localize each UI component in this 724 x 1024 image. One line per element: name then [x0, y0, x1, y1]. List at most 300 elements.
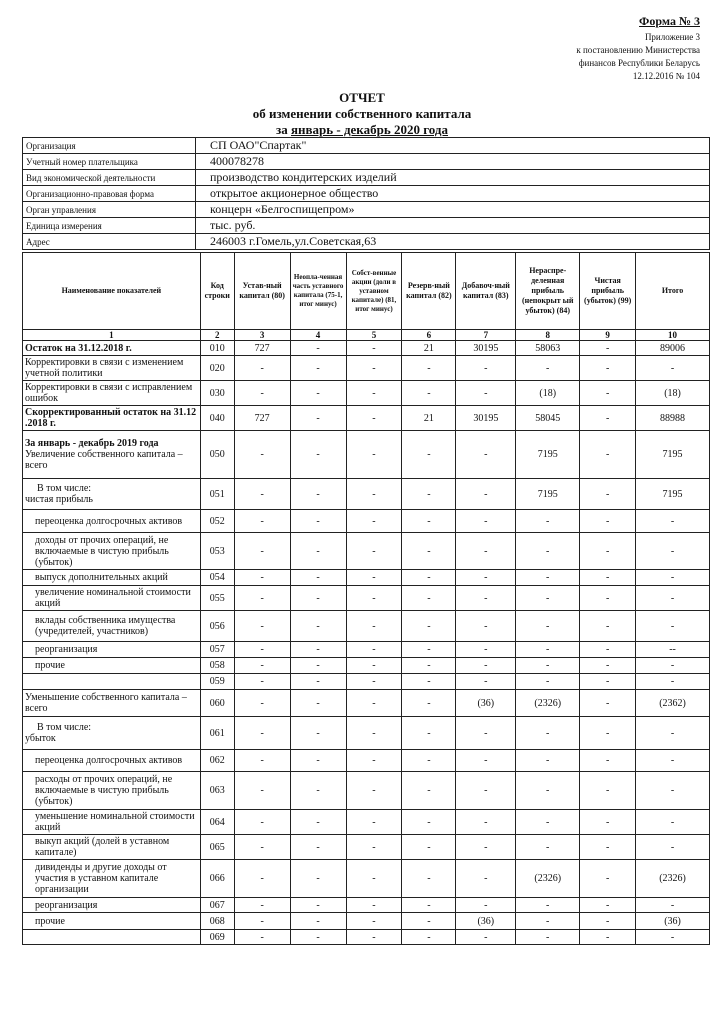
row-name: прочие: [23, 913, 201, 930]
row-value: -: [580, 690, 636, 717]
row-code: 067: [200, 898, 234, 913]
row-value: -: [346, 658, 402, 674]
row-value: -: [580, 674, 636, 690]
row-value: -: [234, 930, 290, 945]
row-value: -: [456, 898, 516, 913]
row-name-heading: В том числе:: [37, 483, 92, 494]
row-name: Остаток на 31.12.2018 г.: [23, 341, 201, 356]
row-value: -: [346, 570, 402, 586]
row-value: -: [346, 898, 402, 913]
table-row: [23, 930, 710, 945]
row-value: -: [456, 533, 516, 570]
row-value: -: [290, 913, 346, 930]
row-name: переоценка долгосрочных активов: [23, 750, 201, 772]
row-value: -: [456, 930, 516, 945]
table-row: [23, 642, 710, 658]
row-value: -: [234, 658, 290, 674]
row-value: -: [346, 341, 402, 356]
row-value: -: [346, 479, 402, 510]
row-value: -: [456, 479, 516, 510]
row-code: 056: [200, 611, 234, 642]
row-value: -: [580, 341, 636, 356]
row-value: -: [456, 381, 516, 406]
info-value: СП ОАО"Спартак": [196, 138, 710, 154]
row-name: [23, 431, 201, 479]
row-value: -: [456, 750, 516, 772]
info-row: [23, 170, 710, 186]
row-value: -: [346, 611, 402, 642]
column-header: Резерв-ный капитал (82): [402, 253, 456, 330]
row-value: -: [456, 772, 516, 810]
row-value: -: [234, 356, 290, 381]
row-value: -: [516, 533, 580, 570]
row-value: -: [290, 772, 346, 810]
row-value: (18): [516, 381, 580, 406]
row-value: -: [346, 510, 402, 533]
row-value: -: [516, 611, 580, 642]
row-value: -: [636, 570, 710, 586]
column-header: Итого: [636, 253, 710, 330]
row-value: -: [580, 750, 636, 772]
row-value: 88988: [636, 406, 710, 431]
row-value: -: [290, 586, 346, 611]
row-value: -: [346, 381, 402, 406]
row-value: 7195: [516, 479, 580, 510]
info-row: [23, 138, 710, 154]
row-value: 727: [234, 406, 290, 431]
row-value: -: [234, 479, 290, 510]
row-value: -: [402, 690, 456, 717]
row-value: 58063: [516, 341, 580, 356]
column-number: 3: [234, 330, 290, 341]
table-row: [23, 674, 710, 690]
row-value: -: [456, 356, 516, 381]
row-value: -: [402, 658, 456, 674]
row-value: -: [636, 810, 710, 835]
row-value: -: [346, 406, 402, 431]
row-value: -: [290, 690, 346, 717]
info-value: 400078278: [196, 154, 710, 170]
row-code: 062: [200, 750, 234, 772]
row-value: -: [290, 431, 346, 479]
info-row: [23, 186, 710, 202]
row-value: -: [402, 479, 456, 510]
row-value: 727: [234, 341, 290, 356]
column-number: 10: [636, 330, 710, 341]
table-row: [23, 586, 710, 611]
row-value: -: [402, 533, 456, 570]
row-value: -: [234, 898, 290, 913]
row-value: -: [346, 642, 402, 658]
row-value: -: [234, 381, 290, 406]
row-code: 060: [200, 690, 234, 717]
row-value: -: [346, 717, 402, 750]
row-code: 058: [200, 658, 234, 674]
row-value: -: [234, 431, 290, 479]
row-value: -: [234, 533, 290, 570]
row-value: -: [234, 642, 290, 658]
row-value: -: [402, 356, 456, 381]
row-value: -: [290, 898, 346, 913]
row-name: Корректировки в связи с изменением учетной политики: [23, 356, 201, 381]
row-value: -: [516, 658, 580, 674]
row-value: -: [402, 930, 456, 945]
row-value: -: [290, 479, 346, 510]
row-value: -: [402, 772, 456, 810]
row-value: -: [580, 642, 636, 658]
row-value: -: [290, 356, 346, 381]
row-value: -: [580, 510, 636, 533]
row-value: -: [346, 835, 402, 860]
info-value: производство кондитерских изделий: [196, 170, 710, 186]
table-row: [23, 479, 710, 510]
table-row: [23, 835, 710, 860]
row-name: расходы от прочих операций, не включаемые в чистую прибыль (убыток): [23, 772, 201, 810]
row-name: [23, 674, 201, 690]
row-value: (2362): [636, 690, 710, 717]
row-value: -: [234, 860, 290, 898]
row-code: 066: [200, 860, 234, 898]
row-value: -: [234, 810, 290, 835]
row-value: -: [580, 586, 636, 611]
row-name: дивиденды и другие доходы от участия в уставном капитале организации: [23, 860, 201, 898]
row-value: -: [456, 431, 516, 479]
row-value: -: [234, 913, 290, 930]
row-value: -: [580, 913, 636, 930]
column-header: Чистая прибыль (убыток) (99): [580, 253, 636, 330]
row-value: -: [234, 586, 290, 611]
row-value: -: [456, 586, 516, 611]
row-value: -: [290, 381, 346, 406]
row-value: -: [402, 381, 456, 406]
row-value: (18): [636, 381, 710, 406]
row-code: 055: [200, 586, 234, 611]
row-value: -: [516, 356, 580, 381]
table-row: [23, 690, 710, 717]
row-value: -: [402, 642, 456, 658]
row-name: прочие: [23, 658, 201, 674]
appendix-line: 12.12.2016 № 104: [632, 71, 700, 81]
table-row: [23, 898, 710, 913]
table-row: [23, 381, 710, 406]
row-value: -: [580, 381, 636, 406]
info-value: тыс. руб.: [196, 218, 710, 234]
row-value: -: [636, 658, 710, 674]
row-value: -: [290, 674, 346, 690]
row-name-text: Увеличение собственного капитала – всего: [25, 449, 183, 471]
row-code: 061: [200, 717, 234, 750]
row-code: 051: [200, 479, 234, 510]
row-value: -: [516, 642, 580, 658]
period-value: январь - декабрь 2020 года: [290, 122, 448, 137]
row-name: [23, 479, 201, 510]
row-value: -: [516, 930, 580, 945]
row-value: -: [290, 717, 346, 750]
table-row: [23, 750, 710, 772]
column-number: 7: [456, 330, 516, 341]
row-value: -: [290, 341, 346, 356]
row-value: -: [636, 717, 710, 750]
row-name: Корректировки в связи с исправлением ошибок: [23, 381, 201, 406]
row-value: -: [456, 611, 516, 642]
row-value: -: [290, 930, 346, 945]
row-value: 7195: [516, 431, 580, 479]
info-label: Организационно-правовая форма: [23, 186, 196, 202]
row-value: 7195: [636, 431, 710, 479]
row-value: -: [402, 674, 456, 690]
row-value: -: [402, 913, 456, 930]
row-value: -: [516, 913, 580, 930]
table-row: [23, 717, 710, 750]
row-value: -: [516, 510, 580, 533]
info-label: Вид экономической деятельности: [23, 170, 196, 186]
row-value: -: [456, 658, 516, 674]
row-value: -: [290, 510, 346, 533]
row-code: 065: [200, 835, 234, 860]
row-value: -: [290, 810, 346, 835]
row-name: выкуп акций (долей в уставном капитале): [23, 835, 201, 860]
row-value: -: [636, 510, 710, 533]
column-header: Устав-ный капитал (80): [234, 253, 290, 330]
row-code: 054: [200, 570, 234, 586]
row-value: -: [402, 898, 456, 913]
row-value: -: [346, 690, 402, 717]
row-value: -: [346, 930, 402, 945]
row-value: -: [636, 611, 710, 642]
appendix-line: к постановлению Министерства: [576, 45, 700, 55]
row-value: (36): [636, 913, 710, 930]
row-name: доходы от прочих операций, не включаемые в чистую прибыль (убыток): [23, 533, 201, 570]
row-name: вклады собственника имущества (учредителей, участников): [23, 611, 201, 642]
column-number: 9: [580, 330, 636, 341]
table-row: [23, 510, 710, 533]
row-value: -: [402, 586, 456, 611]
table-row: [23, 810, 710, 835]
row-value: -: [290, 860, 346, 898]
row-value: -: [346, 586, 402, 611]
row-value: -: [346, 431, 402, 479]
appendix-line: финансов Республики Беларусь: [578, 58, 700, 68]
row-value: 58045: [516, 406, 580, 431]
column-number: 2: [200, 330, 234, 341]
column-header: Код строки: [200, 253, 234, 330]
row-value: -: [456, 674, 516, 690]
column-number: 5: [346, 330, 402, 341]
row-value: -: [580, 611, 636, 642]
row-value: -: [346, 913, 402, 930]
row-value: -: [516, 835, 580, 860]
row-name: выпуск дополнительных акций: [23, 570, 201, 586]
table-row: [23, 611, 710, 642]
row-code: 059: [200, 674, 234, 690]
table-row: [23, 913, 710, 930]
row-value: -: [636, 356, 710, 381]
info-value: 246003 г.Гомель,ул.Советская,63: [196, 234, 710, 250]
info-label: Учетный номер плательщика: [23, 154, 196, 170]
row-value: -: [580, 810, 636, 835]
table-row: [23, 431, 710, 479]
row-value: -: [346, 356, 402, 381]
row-value: -: [402, 431, 456, 479]
row-value: -: [234, 717, 290, 750]
row-name: увеличение номинальной стоимости акций: [23, 586, 201, 611]
row-code: 068: [200, 913, 234, 930]
row-value: -: [290, 611, 346, 642]
row-value: 7195: [636, 479, 710, 510]
row-value: -: [234, 611, 290, 642]
table-row: [23, 860, 710, 898]
row-value: -: [402, 510, 456, 533]
row-value: -: [580, 898, 636, 913]
row-value: -: [346, 674, 402, 690]
table-row: [23, 356, 710, 381]
column-number: 4: [290, 330, 346, 341]
row-value: -: [402, 570, 456, 586]
row-value: -: [516, 586, 580, 611]
row-value: 21: [402, 341, 456, 356]
row-value: -: [580, 479, 636, 510]
row-value: -: [346, 533, 402, 570]
column-header: Неопла-ченная часть уставного капитала (75-1, итог минус): [290, 253, 346, 330]
row-name: реорганизация: [23, 642, 201, 658]
row-code: 050: [200, 431, 234, 479]
column-number: 8: [516, 330, 580, 341]
row-value: -: [402, 810, 456, 835]
row-value: -: [346, 750, 402, 772]
row-value: -: [402, 835, 456, 860]
column-header: Добавоч-ный капитал (83): [456, 253, 516, 330]
row-name-text: убыток: [25, 733, 56, 744]
row-value: -: [580, 431, 636, 479]
info-value: концерн «Белгоспищепром»: [196, 202, 710, 218]
row-value: -: [402, 860, 456, 898]
row-value: -: [636, 898, 710, 913]
row-code: 020: [200, 356, 234, 381]
row-value: -: [516, 717, 580, 750]
row-value: --: [636, 642, 710, 658]
row-name: реорганизация: [23, 898, 201, 913]
info-row: [23, 218, 710, 234]
row-code: 040: [200, 406, 234, 431]
info-value: открытое акционерное общество: [196, 186, 710, 202]
row-value: -: [636, 586, 710, 611]
row-value: -: [580, 835, 636, 860]
row-value: -: [516, 750, 580, 772]
row-value: -: [234, 510, 290, 533]
report-subtitle: об изменении собственного капитала: [252, 106, 472, 121]
row-name: Уменьшение собственного капитала – всего: [23, 690, 201, 717]
row-value: -: [580, 570, 636, 586]
row-code: 053: [200, 533, 234, 570]
row-value: -: [346, 860, 402, 898]
row-value: (2326): [636, 860, 710, 898]
row-code: 064: [200, 810, 234, 835]
row-value: -: [234, 690, 290, 717]
row-code: 069: [200, 930, 234, 945]
row-value: (36): [456, 913, 516, 930]
row-value: -: [456, 510, 516, 533]
info-row: [23, 154, 710, 170]
column-header: Наименование показателей: [23, 253, 201, 330]
row-value: 30195: [456, 406, 516, 431]
form-number: Форма № 3: [639, 14, 700, 28]
row-value: -: [516, 898, 580, 913]
row-code: 063: [200, 772, 234, 810]
row-name: Скорректированный остаток на 31.12 .2018 г.: [23, 406, 201, 431]
table-row: [23, 658, 710, 674]
row-value: -: [636, 674, 710, 690]
row-value: -: [456, 570, 516, 586]
row-value: -: [456, 717, 516, 750]
row-value: -: [516, 772, 580, 810]
row-value: -: [580, 772, 636, 810]
row-value: -: [234, 835, 290, 860]
row-value: -: [636, 930, 710, 945]
info-label: Единица измерения: [23, 218, 196, 234]
row-value: -: [290, 406, 346, 431]
row-value: 21: [402, 406, 456, 431]
row-code: 052: [200, 510, 234, 533]
column-header: Нераспре-деленная прибыль (непокрыт ый убыток) (84): [516, 253, 580, 330]
row-value: -: [402, 717, 456, 750]
row-value: -: [580, 533, 636, 570]
row-name: уменьшение номинальной стоимости акций: [23, 810, 201, 835]
table-row: [23, 406, 710, 431]
column-number: 1: [23, 330, 201, 341]
row-value: 89006: [636, 341, 710, 356]
row-value: -: [636, 772, 710, 810]
appendix-line: Приложение 3: [644, 32, 700, 42]
row-value: -: [580, 860, 636, 898]
row-value: (36): [456, 690, 516, 717]
row-code: 010: [200, 341, 234, 356]
row-name-text: чистая прибыль: [25, 494, 93, 505]
row-name: [23, 717, 201, 750]
row-value: -: [290, 835, 346, 860]
row-value: 30195: [456, 341, 516, 356]
report-title: ОТЧЕТ: [339, 90, 385, 105]
organization-info-table: [22, 137, 710, 250]
row-value: -: [290, 570, 346, 586]
row-value: -: [290, 658, 346, 674]
row-value: -: [636, 533, 710, 570]
row-value: -: [346, 810, 402, 835]
row-name: переоценка долгосрочных активов: [23, 510, 201, 533]
row-value: -: [402, 750, 456, 772]
row-value: -: [456, 810, 516, 835]
row-value: -: [290, 750, 346, 772]
row-code: 057: [200, 642, 234, 658]
row-value: -: [290, 533, 346, 570]
row-value: -: [234, 570, 290, 586]
row-value: -: [580, 658, 636, 674]
row-value: -: [580, 356, 636, 381]
row-value: (2326): [516, 860, 580, 898]
row-value: -: [402, 611, 456, 642]
table-row: [23, 341, 710, 356]
table-row: [23, 570, 710, 586]
column-header: Собст-венные акции (доли в уставном капитале) (81, итог минус): [346, 253, 402, 330]
appendix-note: [576, 31, 700, 83]
row-value: -: [580, 930, 636, 945]
report-period: [0, 122, 724, 138]
row-value: -: [516, 674, 580, 690]
row-value: -: [636, 835, 710, 860]
row-value: -: [456, 860, 516, 898]
table-row: [23, 533, 710, 570]
info-label: Адрес: [23, 234, 196, 250]
row-value: -: [456, 642, 516, 658]
